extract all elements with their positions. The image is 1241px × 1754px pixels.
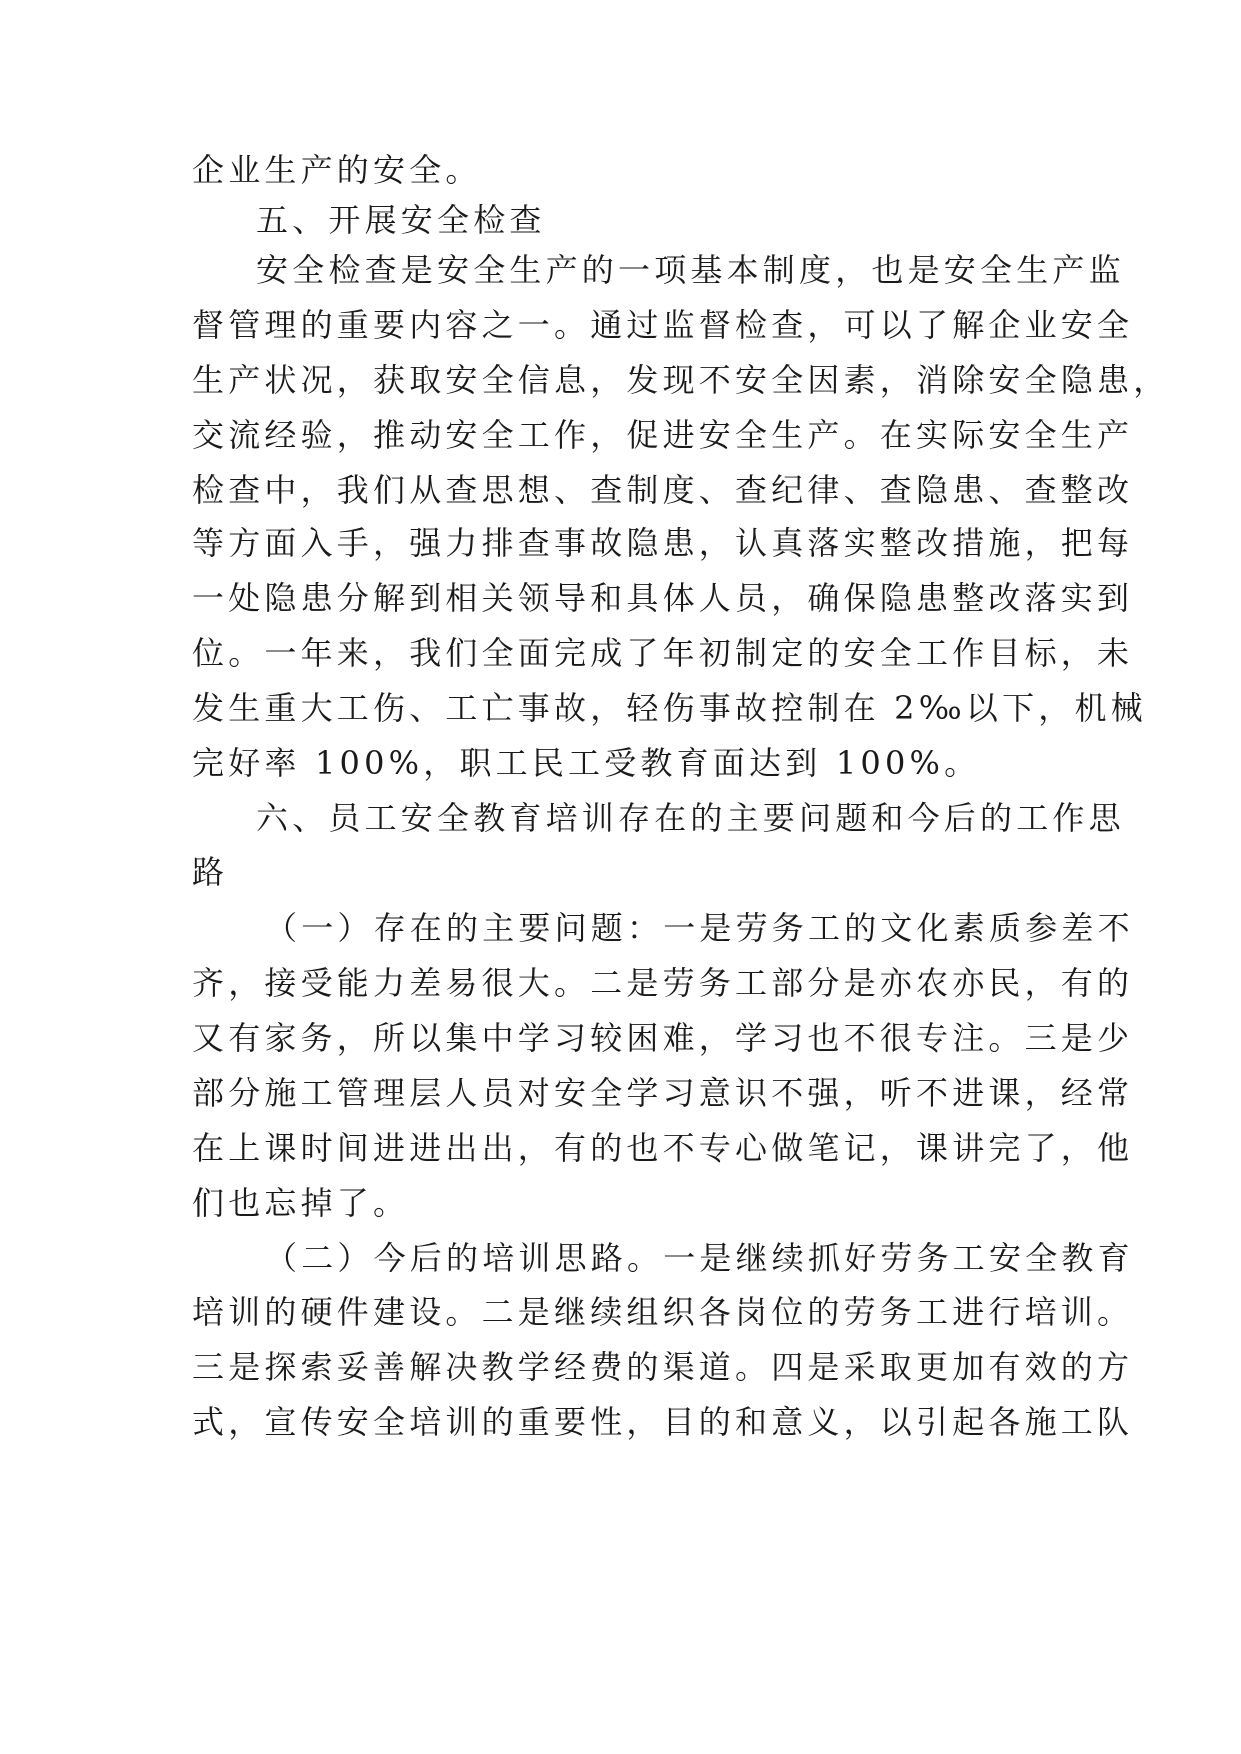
text-line: 又有家务，所以集中学习较困难，学习也不很专注。三是少: [192, 1019, 1134, 1057]
text-line: 安全检查是安全生产的一项基本制度，也是安全生产监: [256, 251, 1125, 289]
text-line: 齐，接受能力差易很大。二是劳务工部分是亦农亦民，有的: [192, 964, 1134, 1002]
text-line: 部分施工管理层人员对安全学习意识不强，听不进课，经常: [192, 1074, 1134, 1112]
text-line: 生产状况，获取安全信息，发现不安全因素，消除安全隐患，: [192, 361, 1170, 399]
text-line: 们也忘掉了。: [192, 1184, 410, 1222]
text-line: 完好率 100%，职工民工受教育面达到 100%。: [192, 744, 981, 782]
text-line: 等方面入手，强力排查事故隐患，认真落实整改措施，把每: [192, 524, 1134, 562]
text-line: 培训的硬件建设。二是继续组织各岗位的劳务工进行培训。: [192, 1293, 1134, 1331]
text-line: 式，宣传安全培训的重要性，目的和意义，以引起各施工队: [192, 1403, 1134, 1441]
text-line: 发生重大工伤、工亡事故，轻伤事故控制在 2‰以下，机械: [192, 689, 1147, 727]
text-line: 企业生产的安全。: [192, 151, 482, 189]
text-line: 一处隐患分解到相关领导和具体人员，确保隐患整改落实到: [192, 579, 1134, 617]
section-heading: 五、开展安全检查: [256, 201, 546, 239]
text-line: 督管理的重要内容之一。通过监督检查，可以了解企业安全: [192, 306, 1134, 344]
section-heading-continued: 路: [192, 853, 229, 891]
text-line: 位。一年来，我们全面完成了年初制定的安全工作目标，未: [192, 634, 1134, 672]
subsection-paragraph: （二）今后的培训思路。一是继续抓好劳务工安全教育: [265, 1239, 1134, 1277]
subsection-paragraph: （一）存在的主要问题：一是劳务工的文化素质参差不: [265, 909, 1134, 947]
text-line: 在上课时间进进出出，有的也不专心做笔记，课讲完了，他: [192, 1129, 1134, 1167]
text-line: 三是探索妥善解决教学经费的渠道。四是采取更加有效的方: [192, 1348, 1134, 1386]
text-line: 交流经验，推动安全工作，促进安全生产。在实际安全生产: [192, 416, 1134, 454]
section-heading: 六、员工安全教育培训存在的主要问题和今后的工作思: [256, 799, 1125, 837]
text-line: 检查中，我们从查思想、查制度、查纪律、查隐患、查整改: [192, 471, 1134, 509]
